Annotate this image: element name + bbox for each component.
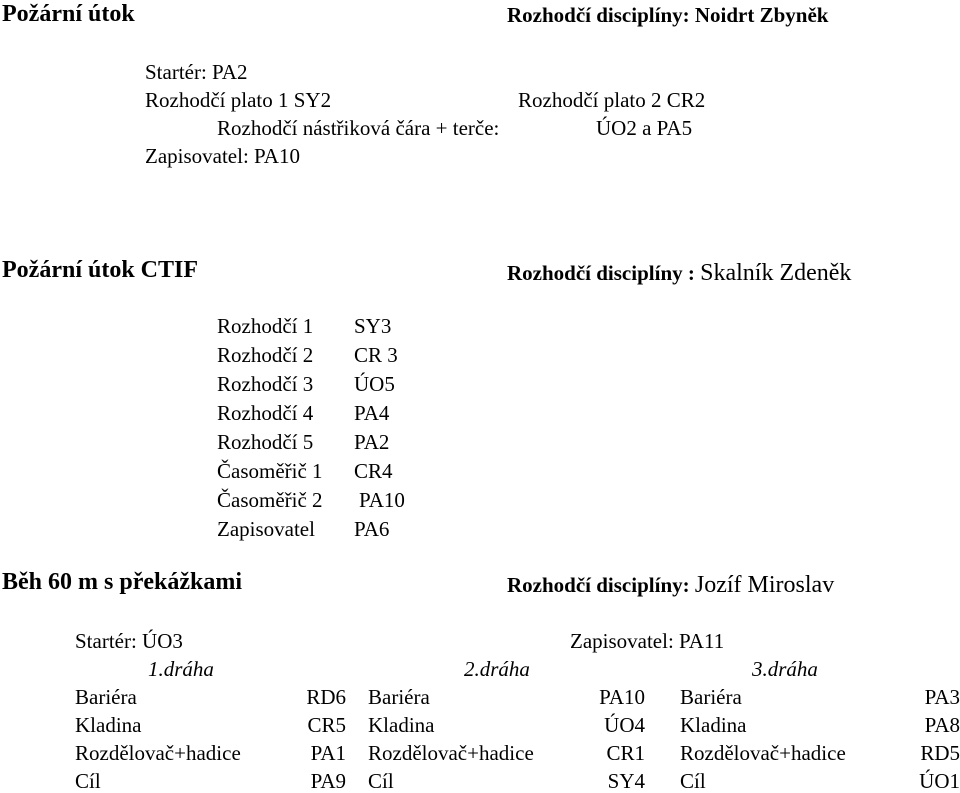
- lane-3-label: 3.dráha: [752, 657, 818, 681]
- lane-1-obstacle-name: Kladina: [75, 713, 142, 737]
- lane-3-obstacle-name: Cíl: [680, 769, 706, 793]
- lane-3-judge-code: PA3: [924, 685, 960, 709]
- plateau1-judge-line: Rozhodčí plato 1 SY2: [145, 88, 332, 112]
- lane-3-judge-code: ÚO1: [919, 769, 960, 793]
- judge-name: Skalník Zdeněk: [700, 260, 852, 286]
- judge-name: Jozíf Miroslav: [694, 572, 835, 598]
- plateau2-judge-line: Rozhodčí plato 2 CR2: [518, 88, 706, 112]
- lane-3-judge-code: PA8: [924, 713, 960, 737]
- section-title-obstacle-run: Běh 60 m s překážkami: [2, 569, 242, 595]
- ctif-role: Časoměřič 2: [217, 488, 323, 512]
- run-starter-line: Startér: ÚO3: [75, 629, 183, 653]
- lane-1-label: 1.dráha: [148, 657, 214, 681]
- lane-3-judge-code: RD5: [920, 741, 960, 765]
- lane-2-judge-code: PA10: [599, 685, 645, 709]
- lane-2-judge-code: ÚO4: [604, 713, 645, 737]
- ctif-role: Rozhodčí 2: [217, 343, 314, 367]
- ctif-code: ÚO5: [354, 372, 395, 396]
- run-recorder-line: Zapisovatel: PA11: [570, 629, 725, 653]
- lane-1-obstacle-name: Bariéra: [75, 685, 137, 709]
- ctif-role: Časoměřič 1: [217, 459, 323, 483]
- lane-1-judge-code: PA9: [310, 769, 346, 793]
- section-judge-heading: Rozhodčí disciplíny: Noidrt Zbyněk: [507, 3, 829, 27]
- lane-2-label: 2.dráha: [464, 657, 530, 681]
- lane-2-obstacle-name: Cíl: [368, 769, 394, 793]
- ctif-code: CR 3: [354, 343, 398, 367]
- ctif-role: Rozhodčí 5: [217, 430, 314, 454]
- lane-1-judge-code: RD6: [306, 685, 346, 709]
- ctif-code: SY3: [354, 314, 392, 338]
- lane-2-obstacle-name: Bariéra: [368, 685, 430, 709]
- lane-3-obstacle-name: Kladina: [680, 713, 747, 737]
- ctif-role: Rozhodčí 1: [217, 314, 314, 338]
- lane-1-obstacle-name: Cíl: [75, 769, 101, 793]
- lane-2-obstacle-name: Rozdělovač+hadice: [368, 741, 534, 765]
- section-title-ctif: Požární útok CTIF: [2, 257, 199, 283]
- ctif-role: Zapisovatel: [217, 517, 315, 541]
- ctif-code: PA4: [354, 401, 390, 425]
- ctif-code: PA6: [354, 517, 390, 541]
- lane-2-judge-code: CR1: [606, 741, 645, 765]
- judge-label: Rozhodčí disciplíny :: [507, 261, 701, 285]
- ctif-role: Rozhodčí 4: [217, 401, 314, 425]
- ctif-role: Rozhodčí 3: [217, 372, 314, 396]
- section-judge-heading-run: [507, 573, 834, 597]
- section-judge-heading-ctif: [507, 261, 851, 285]
- spray-line-judge-line: Rozhodčí nástřiková čára + terče:: [217, 116, 500, 140]
- ctif-code: CR4: [354, 459, 393, 483]
- section-title-fire-attack: Požární útok: [2, 1, 135, 27]
- spray-line-judge-codes: ÚO2 a PA5: [596, 116, 693, 140]
- lane-1-judge-code: PA1: [310, 741, 346, 765]
- recorder-line: Zapisovatel: PA10: [145, 144, 300, 168]
- lane-3-obstacle-name: Rozdělovač+hadice: [680, 741, 846, 765]
- ctif-code: PA10: [359, 488, 405, 512]
- lane-2-judge-code: SY4: [607, 769, 645, 793]
- lane-3-obstacle-name: Bariéra: [680, 685, 742, 709]
- lane-1-obstacle-name: Rozdělovač+hadice: [75, 741, 241, 765]
- ctif-code: PA2: [354, 430, 390, 454]
- judge-label: Rozhodčí disciplíny:: [507, 573, 695, 597]
- starter-line: Startér: PA2: [145, 60, 248, 84]
- lane-2-obstacle-name: Kladina: [368, 713, 435, 737]
- lane-1-judge-code: CR5: [307, 713, 346, 737]
